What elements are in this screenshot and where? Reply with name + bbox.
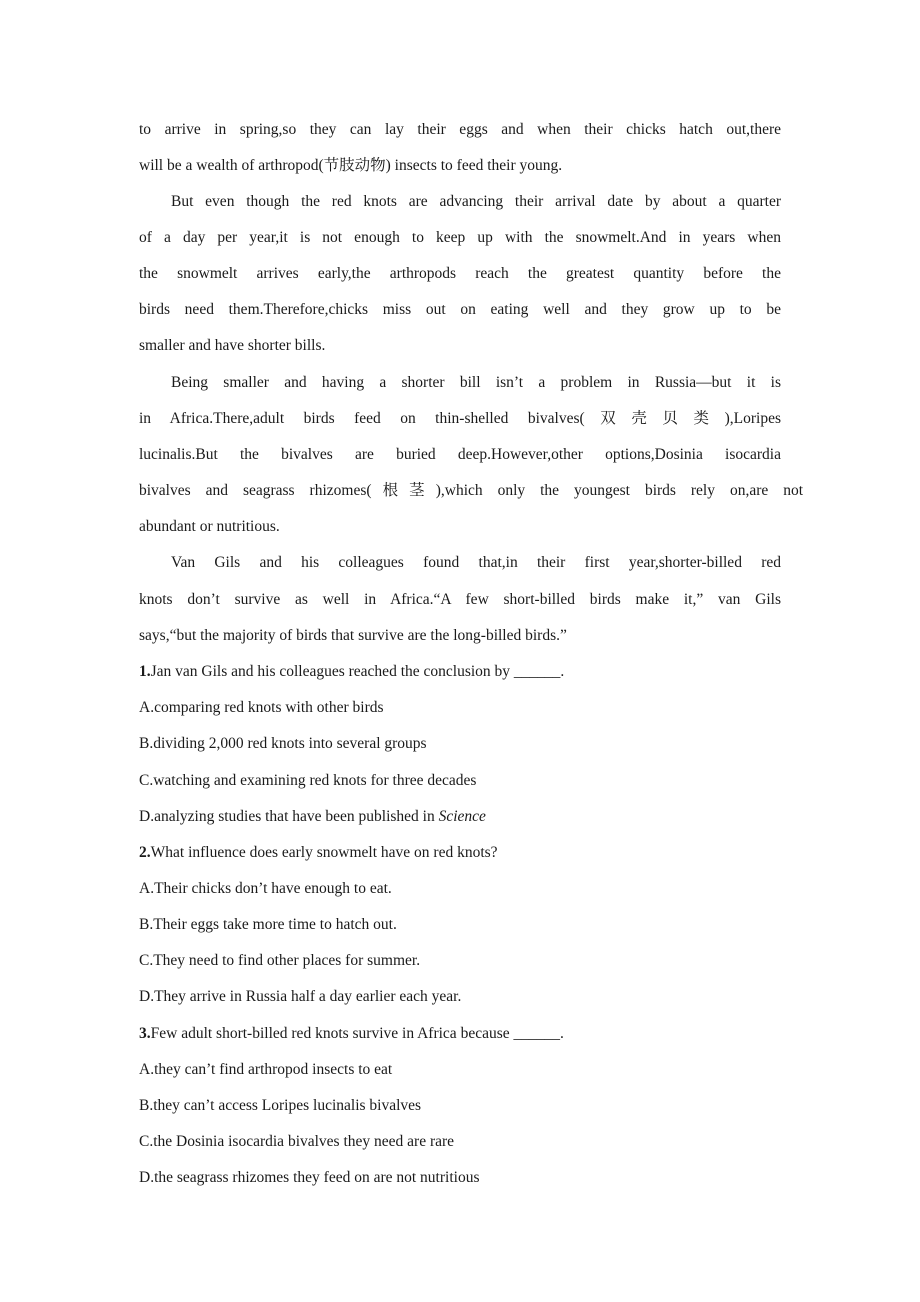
passage-line: will be a wealth of arthropod(节肢动物) insects to feed their young. bbox=[139, 157, 563, 174]
passage-line: in Africa.There,adult birds feed on thin-shelled bivalves(双壳贝类),Loripes bbox=[139, 410, 781, 427]
option-d bbox=[139, 807, 781, 827]
option-c: C.They need to find other places for summer. bbox=[139, 952, 421, 969]
passage-line: abundant or nutritious. bbox=[139, 518, 280, 535]
passage-line: lucinalis.But the bivalves are buried deep.However,other options,Dosinia isocardia bbox=[139, 446, 781, 463]
option-a: A.Their chicks don’t have enough to eat. bbox=[139, 880, 392, 897]
option-b: B.dividing 2,000 red knots into several groups bbox=[139, 735, 427, 752]
passage-line: knots don’t survive as well in Africa.“A few short-billed birds make it,” van Gils bbox=[139, 591, 781, 608]
passage-line: to arrive in spring,so they can lay their eggs and when their chicks hatch out,there bbox=[139, 121, 781, 138]
option-c: C.watching and examining red knots for three decades bbox=[139, 772, 477, 789]
question-text: Few adult short-billed red knots survive in Africa because ______. bbox=[150, 1025, 564, 1042]
option-d: D.the seagrass rhizomes they feed on are not nutritious bbox=[139, 1169, 480, 1186]
passage-line: of a day per year,it is not enough to keep up with the snowmelt.And in years when bbox=[139, 229, 781, 246]
journal-name: Science bbox=[438, 808, 486, 825]
passage-line: But even though the red knots are advancing their arrival date by about a quarter bbox=[171, 193, 781, 210]
passage-line: smaller and have shorter bills. bbox=[139, 337, 326, 354]
passage-line: says,“but the majority of birds that survive are the long-billed birds.” bbox=[139, 627, 567, 644]
passage-line: the snowmelt arrives early,the arthropods reach the greatest quantity before the bbox=[139, 265, 781, 282]
question-text: What influence does early snowmelt have on red knots? bbox=[150, 844, 498, 861]
question-stem bbox=[139, 1024, 781, 1044]
passage-line: Being smaller and having a shorter bill isn’t a problem in Russia—but it is bbox=[171, 374, 781, 391]
option-b: B.they can’t access Loripes lucinalis bivalves bbox=[139, 1097, 422, 1114]
option-a: A.comparing red knots with other birds bbox=[139, 699, 384, 716]
question-stem bbox=[139, 662, 781, 682]
passage-line: Van Gils and his colleagues found that,in their first year,shorter-billed red bbox=[171, 554, 781, 571]
question-text: Jan van Gils and his colleagues reached the conclusion by ______. bbox=[150, 663, 565, 680]
question-stem bbox=[139, 843, 781, 863]
passage-line: bivalves and seagrass rhizomes(根茎),which only the youngest birds rely on,are not bbox=[139, 482, 803, 499]
option-d-text: D.analyzing studies that have been published in bbox=[139, 808, 439, 825]
option-a: A.they can’t find arthropod insects to eat bbox=[139, 1061, 393, 1078]
passage-line: birds need them.Therefore,chicks miss out on eating well and they grow up to be bbox=[139, 301, 781, 318]
question-number: 2. bbox=[139, 844, 151, 861]
option-c: C.the Dosinia isocardia bivalves they need are rare bbox=[139, 1133, 455, 1150]
question-number: 1. bbox=[139, 663, 151, 680]
question-number: 3. bbox=[139, 1025, 151, 1042]
option-b: B.Their eggs take more time to hatch out. bbox=[139, 916, 397, 933]
option-d: D.They arrive in Russia half a day earlier each year. bbox=[139, 988, 462, 1005]
